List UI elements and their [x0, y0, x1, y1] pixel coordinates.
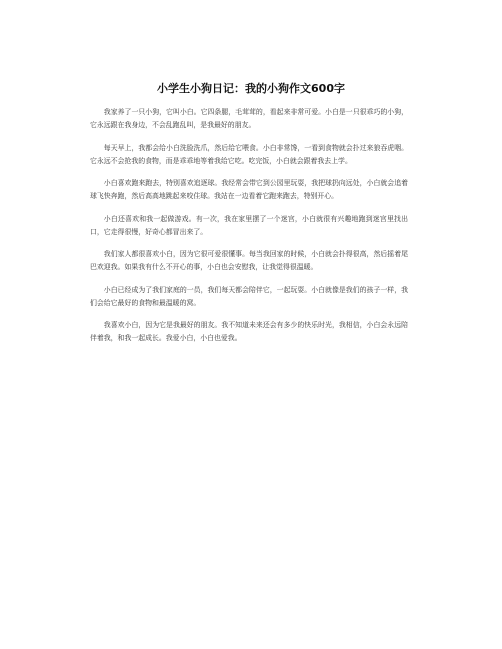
paragraph: 小白喜欢跑来跑去，特别喜欢追逐球。我经常会带它到公园里玩耍，我把球扔向远处，小白就会追着球飞快奔跑，然后高高地跳起来咬住球。我站在一边看着它跑来跑去，特别开心。 [90, 179, 408, 200]
paragraph: 每天早上，我都会给小白洗脸洗爪，然后给它喂食。小白非常馋，一看到食物就会扑过来狼吞虎咽。它永远不会抢我的食物，而是乖乖地等着我给它吃。吃完饭，小白就会跟着我去上学。 [90, 143, 408, 165]
paragraph: 小白还喜欢和我一起做游戏。有一次，我在家里摆了一个迷宫，小白就很有兴趣地跑到迷宫里找出口，它走得很慢，好奇心都冒出来了。 [90, 214, 408, 236]
paragraph: 我家养了一只小狗，它叫小白。它四条腿，毛茸茸的，看起来非常可爱。小白是一只很乖巧的小狗，它永远跟在我身边，不会乱跑乱叫，是我最好的朋友。 [90, 108, 408, 129]
document-body [90, 106, 408, 355]
paragraph: 我喜欢小白，因为它是我最好的朋友。我不知道未来还会有多少的快乐时光，我相信，小白会永远陪伴着我，和我一起成长。我爱小白，小白也爱我。 [90, 321, 408, 342]
paragraph: 我们家人都很喜欢小白，因为它很可爱很懂事。每当我回家的时候，小白就会扑得很高，然后摇着尾巴欢迎我。如果我有什么不开心的事，小白也会安慰我，让我觉得很温暖。 [90, 250, 408, 271]
document-title: 小学生小狗日记：我的小狗作文600字 [157, 82, 345, 95]
paragraph: 小白已经成为了我们家庭的一员，我们每天都会陪伴它，一起玩耍。小白就像是我们的孩子一样，我们会给它最好的食物和最温暖的窝。 [90, 285, 408, 307]
